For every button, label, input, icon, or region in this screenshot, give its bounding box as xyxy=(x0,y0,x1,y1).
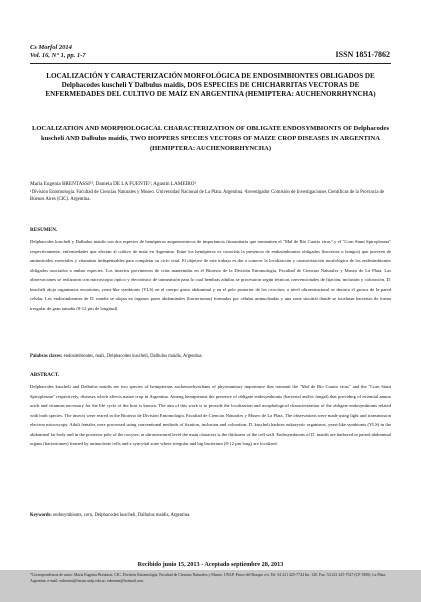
correspondence-footnote: *Correspondencia de autor: María Eugenia Brentassi. CIC. División Entomología, Facultad de Ciencias Naturales y Museo. UNLP. Paseo del Bosque s/n. Tel. 54 221 425-7744 Int. 120. Fax: 54 221 425-7527 (CP 1900). La Plata, Argentina. e-mail: eubrenta@fcnym.unlp.edu.ar; eubrenta@hotmail.com xyxy=(30,573,387,583)
author-affiliation: ¹División Entomología. Facultad de Ciencias Naturales y Museo. Universidad Nacional de La Plata. Argentina. ²Investigador Comisión de Investigaciones Científicas de la Provincia de Buenos Aires (CIC). Argentina. xyxy=(30,190,385,202)
palabras-clave xyxy=(30,354,391,359)
resumen-heading: RESUMEN. xyxy=(30,227,58,233)
header-rule xyxy=(30,63,391,64)
received-dates: Recibido junio 15, 2013 - Aceptado septiembre 28, 2013 xyxy=(137,561,284,568)
keywords-label: Keywords: xyxy=(30,513,52,518)
keywords xyxy=(30,513,391,518)
palabras-clave-label: Palabras claves: xyxy=(30,354,63,359)
title-english: LOCALIZATION AND MORPHOLOGICAL CHARACTERIZATION OF OBLIGATE ENDOSYMBIONTS OF Delphacodes kuscheli AND Dalbulus maidis, TWO HOPPERS SPECIES VECTORS OF MAIZE CROP DISEASES IN ARGENTINA (HEMIPTERA: AUCHENORRHYNCHA) xyxy=(31,125,390,152)
abstract-text: Delphacodes kuscheli and Dalbulus maidis are two species of hemipterans auchenorrhynchans of phytosanitary importance that transmit the "Mal de Río Cuarto virus" and the "Corn Stunt Spiroplasma" respectively, diseases which affects maize crop in Argentina. Among hemipterans the presence of obligate endosymbionts (bacterial and/or fungal) that providing of essential amino acids and vitamins necessary for the life cycle of the host is known. The aim of this work is to provide the localization and morphological characterization of the obligate endosymbionts related with both species. The insects were reared in the Bioterio de División Entomología, Facultad de Ciencias Naturales y Museo de La Plata. The observations were made using light and transmission electron microscopy. Adult females were processed using conventional methods of fixation, inclusion and coloration. D. kuscheli harbors eukaryotic organisms, yeast-like symbionts (YLS) in the abdominal fat body and in the posterior pole of the oocytes; at ultrastructural level the main character is the thickness of the cell wall. Endosymbionts of D. maidis are harbored in paired abdominal organs (bacteriomes) formed by uninucleate cells and a syncytial zone where irregular and big bacterium (8-12 µm long) are localized. xyxy=(30,384,392,447)
journal-volume: Vol. 16, N° 1, pp. 1-7 xyxy=(30,52,86,59)
journal-citation xyxy=(30,44,86,60)
journal-issn: ISSN 1851-7862 xyxy=(335,50,390,59)
abstract-heading: ABSTRACT. xyxy=(30,372,60,378)
palabras-clave-text: endosimbiontes, maíz, Delphacodes kuscheli, Dalbulus maidis, Argentina. xyxy=(63,354,203,359)
title-spanish: LOCALIZACIÓN Y CARACTERIZACIÓN MORFOLÓGICA DE ENDOSIMBIONTES OBLIGADOS DE Delphacodes kuscheli Y Dalbulus maidis, DOS ESPECIES DE CHICHARRITAS VECTORAS DE ENFERMEDADES DEL CULTIVO DE MAÍZ EN ARGENTINA (HEMIPTERA: AUCHENORRHYNCHA) xyxy=(45,72,376,99)
keywords-text: endosymbionts, corn, Delphacodes kuscheli, Dalbulus maidis, Argentina. xyxy=(53,513,191,518)
journal-name: Cs Morfol 2014 xyxy=(30,44,72,51)
author-list: María Eugenia BRENTASSI¹²; Daniela DE LA FUENTE¹; Agustín LAMEIRO¹ xyxy=(30,181,197,187)
resumen-text: Delphacodes kuscheli y Dalbulus maidis son dos especies de hemípteros auquenorrincos de importancia fitosanitaria que transmiten el "Mal de Río Cuarto virus" y el "Corn Stunt Spiroplasma" respectivamente, enfermedades que afectan al cultivo de maíz en Argentina. Entre los hemípteros es conocida la presencia de endosimbiontes obligados (bacterias u hongos) que proveen de aminoácidos esenciales y vitaminas indispensables para completar su ciclo vital. El objetivo de este trabajo es dar a conocer la localización y caracterización morfológica de los endosimbiontes obligados asociados a ambas especies. Los insectos provinieron de crías mantenidas en el Bioterio de la División Entomología, Facultad de Ciencias Naturales y Museo de La Plata. Las observaciones se realizaron con microscopio óptico y electrónico de transmisión para lo cual hembras adultas se procesaron según técnicas convencionales de fijación, inclusión y coloración. D. kuscheli aloja organismos eucariotas, yeast-like symbionts (YLS) en el cuerpo graso abdominal y en el polo posterior de los ovocitos; a nivel ultraestructural se destaca el grosor de la pared celular. Los endosimbiontes de D. maidis se alojan en órganos pares abdominales (bacteriomas) formados por células uninucleadas y una zona sincitial donde se localizan bacterias de forma irregular de gran tamaño (8-12 µm de longitud). xyxy=(30,239,391,311)
